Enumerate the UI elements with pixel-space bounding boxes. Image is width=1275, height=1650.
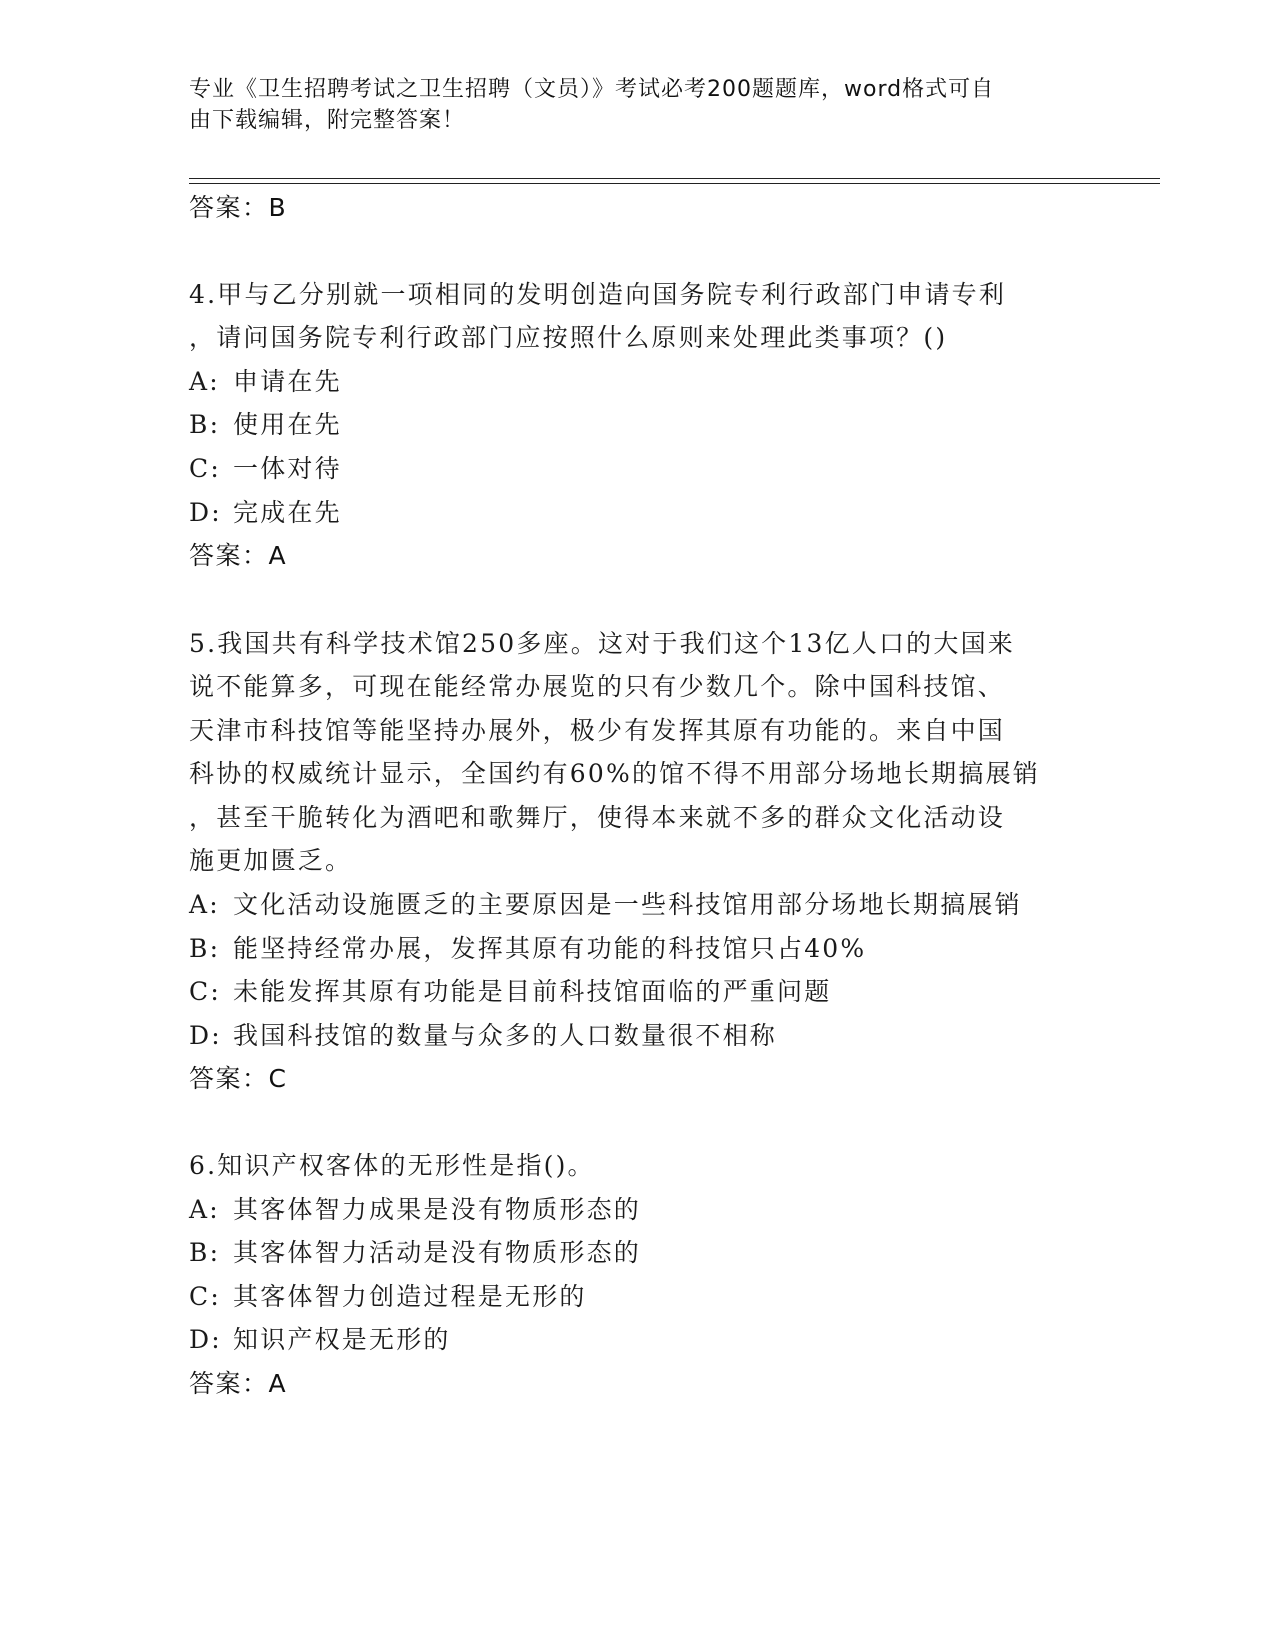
header-line-1: 专业《卫生招聘考试之卫生招聘（文员）》考试必考200题题库，word格式可自 xyxy=(189,77,995,102)
document-header xyxy=(189,74,1089,136)
question-6-answer: 答案：A xyxy=(189,1369,288,1398)
question-5-option-c: C: 未能发挥其原有功能是目前科技馆面临的严重问题 xyxy=(189,977,832,1006)
answer-previous: 答案：B xyxy=(189,193,288,222)
header-rule-bottom xyxy=(189,183,1160,184)
header-line-2: 由下载编辑，附完整答案！ xyxy=(189,108,466,133)
question-5-option-b: B: 能坚持经常办展，发挥其原有功能的科技馆只占40% xyxy=(189,934,867,963)
question-5-line-6: 施更加匮乏。 xyxy=(189,846,353,875)
header-rule-top xyxy=(189,178,1160,179)
question-5-line-2: 说不能算多，可现在能经常办展览的只有少数几个。除中国科技馆、 xyxy=(189,672,1006,701)
question-6-option-a: A: 其客体智力成果是没有物质形态的 xyxy=(189,1195,642,1224)
question-6-option-d: D: 知识产权是无形的 xyxy=(189,1325,451,1354)
question-5-line-3: 天津市科技馆等能坚持办展外，极少有发挥其原有功能的。来自中国 xyxy=(189,716,1006,745)
question-4-option-c: C: 一体对待 xyxy=(189,454,342,483)
question-5-line-5: ，甚至干脆转化为酒吧和歌舞厅，使得本来就不多的群众文化活动设 xyxy=(189,803,1006,832)
question-5-option-a: A: 文化活动设施匮乏的主要原因是一些科技馆用部分场地长期搞展销 xyxy=(189,890,1022,919)
question-5-line-4: 科协的权威统计显示，全国约有60%的馆不得不用部分场地长期搞展销 xyxy=(189,759,1040,788)
question-5-answer: 答案：C xyxy=(189,1064,288,1093)
question-4-line-1: 4.甲与乙分别就一项相同的发明创造向国务院专利行政部门申请专利 xyxy=(189,280,1007,309)
question-6-option-c: C: 其客体智力创造过程是无形的 xyxy=(189,1282,587,1311)
question-6-option-b: B: 其客体智力活动是没有物质形态的 xyxy=(189,1238,642,1267)
question-6-line-1: 6.知识产权客体的无形性是指()。 xyxy=(189,1151,595,1180)
question-4-answer: 答案：A xyxy=(189,541,288,570)
question-5-line-1: 5.我国共有科学技术馆250多座。这对于我们这个13亿人口的大国来 xyxy=(189,629,1015,658)
question-4-option-d: D: 完成在先 xyxy=(189,498,342,527)
question-4-line-2: ，请问国务院专利行政部门应按照什么原则来处理此类事项？() xyxy=(189,323,948,352)
question-4-option-a: A: 申请在先 xyxy=(189,367,342,396)
question-5-option-d: D: 我国科技馆的数量与众多的人口数量很不相称 xyxy=(189,1021,778,1050)
question-4-option-b: B: 使用在先 xyxy=(189,410,342,439)
